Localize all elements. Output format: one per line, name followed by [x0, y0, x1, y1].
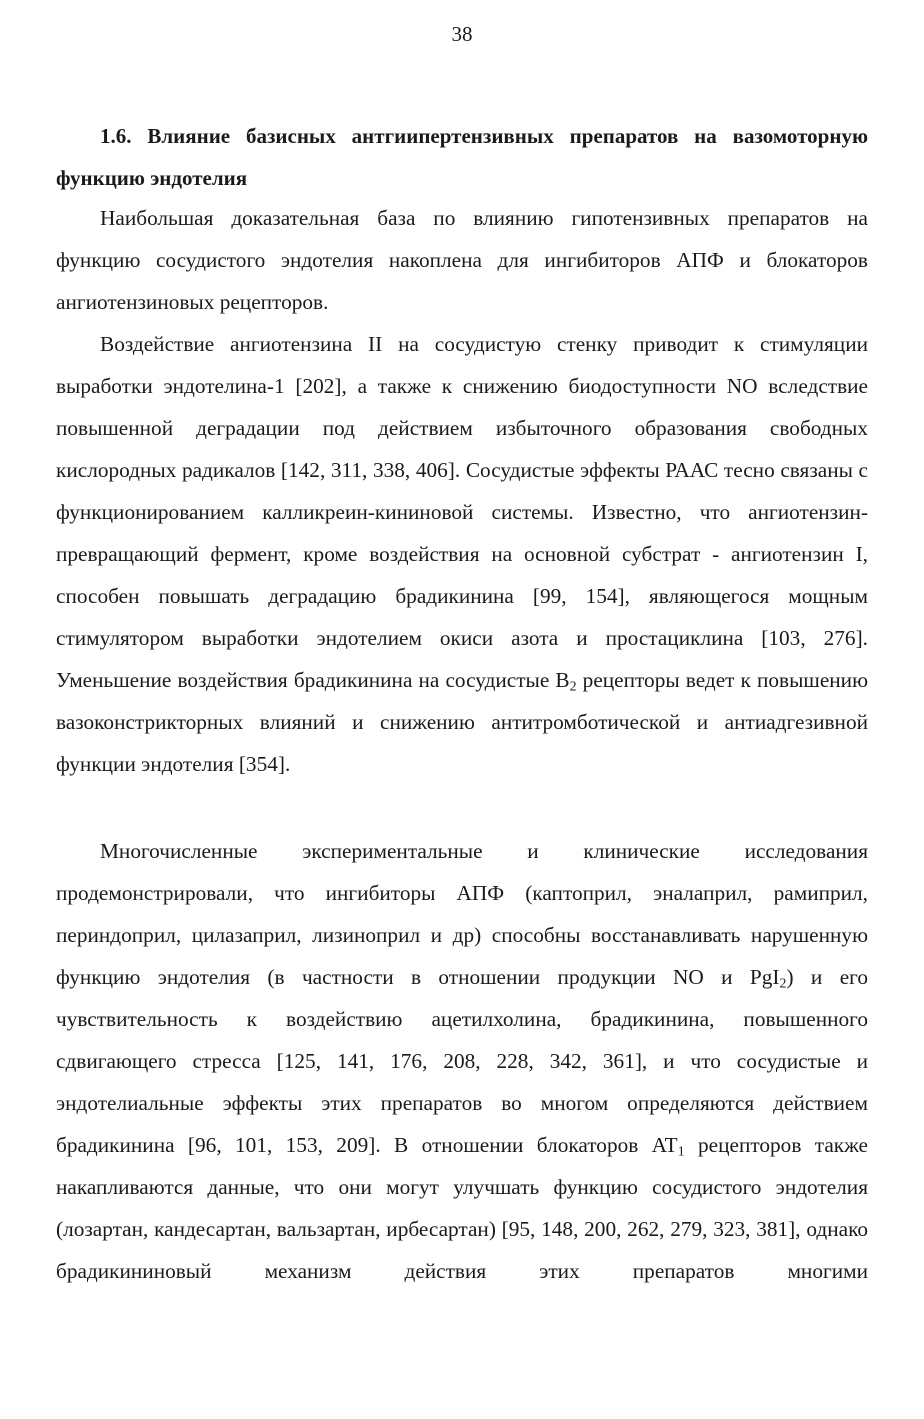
paragraph-3-text	[56, 830, 868, 1292]
paragraph-3	[56, 830, 868, 1292]
section-heading: 1.6. Влияние базисных антгиипертензивных препаратов на вазомоторную функцию эндотелия	[56, 124, 868, 190]
paragraph-3-subscript-2: 1	[677, 1143, 685, 1159]
paragraph-1	[56, 197, 868, 323]
paragraph-2-text	[56, 323, 868, 785]
paragraph-1-text: Наибольшая доказательная база по влиянию гипотензивных препаратов на функцию сосудистого эндотелия накоплена для ингибиторов АПФ и блокаторов ангиотензиновых рецепторов.	[56, 206, 868, 314]
paragraph-3-part-c: рецепторов также накапливаются данные, что они могут улучшать функцию сосудистого эндотелия (лозартан, кандесартан, вальзартан, ирбесартан) [95, 148, 200, 262, 279, 323, 381], однако брадикининовый механизм действия этих препаратов многими	[56, 1133, 869, 1283]
paragraph-2	[56, 323, 868, 785]
page-number: 38	[451, 22, 473, 46]
paragraph-2-subscript: 2	[569, 678, 577, 694]
paragraph-2-part-a: Воздействие ангиотензина II на сосудистую стенку приводит к стимуляции выработки эндотелина-1 [202], а также к снижению биодоступности NO вследствие повышенной деградации под действием избыточного образования свободных кислородных радикалов [142, 311, 338, 406]. Сосудистые эффекты РААС тесно связаны с функционированием калликреин-кининовой системы. Известно, что ангиотензин-превращающий фермент, кроме воздействия на основной субстрат - ангиотензин I, способен повышать деградацию брадикинина [99, 154], являющегося мощным стимулятором выработки эндотелием окиси азота и простациклина [103, 276]. Уменьшение воздействия брадикинина на сосудистые B	[56, 332, 868, 692]
paragraph-3-part-a: Многочисленные экспериментальные и клинические исследования продемонстрировали, что ингибиторы АПФ (каптоприл, эналаприл, рамиприл, периндоприл, цилазаприл, лизиноприл и др) способны восстанавливать нарушенную функцию эндотелия (в частности в отношении продукции NO и PgI	[56, 839, 868, 989]
paragraph-3-part-b: ) и его чувствительность к воздействию ацетилхолина, брадикинина, повышенного сдвигающего стресса [125, 141, 176, 208, 228, 342, 361], и что сосудистые и эндотелиальные эффекты этих препаратов во многом определяются действием брадикинина [96, 101, 153, 209]. В отношении блокаторов AT	[56, 965, 868, 1157]
paragraph-3-subscript-1: 2	[779, 975, 787, 991]
paragraph-2-part-b: рецепторы ведет к повышению вазоконстрикторных влияний и снижению антитромботической и антиадгезивной функции эндотелия [354].	[56, 668, 868, 776]
